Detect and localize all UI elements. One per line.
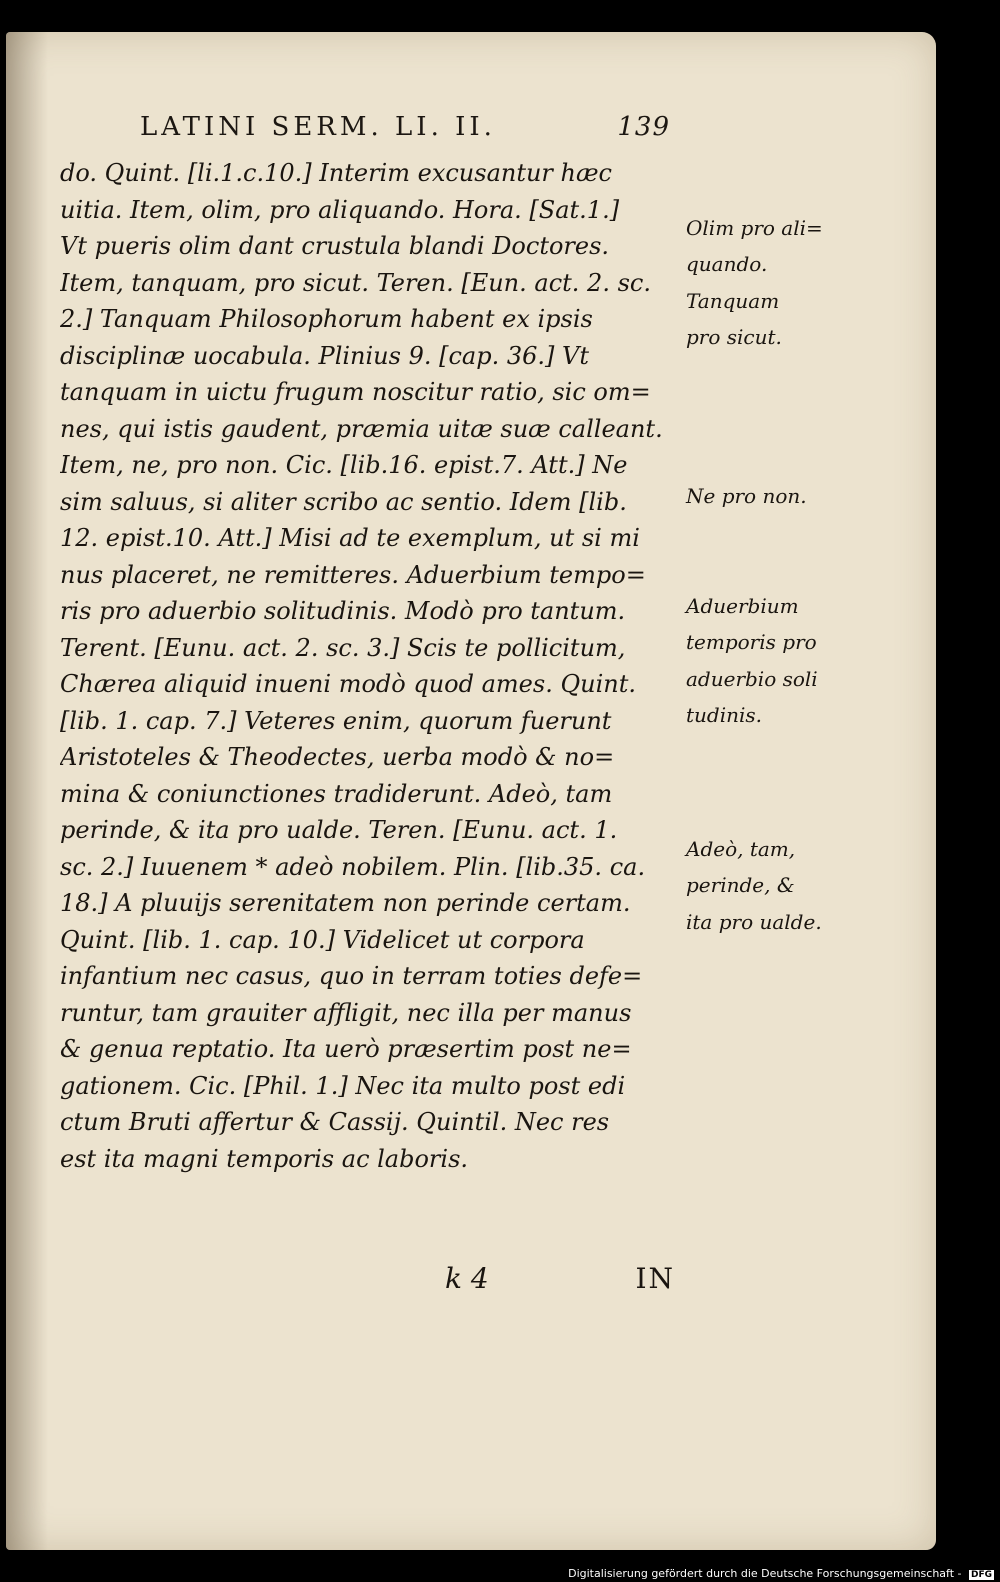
text-line: 12. epist.10. Att.] Misi ad te exemplum, ut si mi <box>60 524 640 552</box>
text-line: Aristoteles & Theodectes, uerba modò & no= <box>60 743 615 771</box>
marginal-note-adeo <box>686 831 856 941</box>
text-line: & genua reptatio. Ita uerò præsertim post ne= <box>60 1035 632 1063</box>
marginal-note-aduerbium <box>686 588 856 734</box>
text-line: gationem. Cic. [Phil. 1.] Nec ita multo post edi <box>60 1071 626 1100</box>
catchword: IN <box>635 1262 675 1295</box>
text-line: do. Quint. [li.1.c.10.] Interim excusantur hæc <box>60 159 612 187</box>
marginal-note-line: perinde, & <box>686 873 795 898</box>
text-line: sc. 2.] Iuuenem * adeò nobilem. Plin. [lib.35. ca. <box>60 852 646 881</box>
marginal-note-line: Aduerbium <box>686 593 799 618</box>
page-footer <box>445 1262 675 1302</box>
marginal-note-line: Adeò, tam, <box>686 836 796 861</box>
marginal-note-line: pro sicut. <box>686 325 782 350</box>
marginal-note-line: Tanquam <box>686 288 780 313</box>
marginal-note-olim <box>686 210 856 283</box>
marginal-note-line: Olim pro ali= <box>686 215 823 240</box>
text-line: Quint. [lib. 1. cap. 10.] Videlicet ut corpora <box>60 925 585 954</box>
text-line: ris pro aduerbio solitudinis. Modò pro tantum. <box>60 597 626 625</box>
text-line: sim saluus, si aliter scribo ac sentio. Idem [lib. <box>60 487 627 516</box>
text-line: Chærea aliquid inueni modò quod ames. Quint. <box>60 670 636 698</box>
page-header <box>140 112 670 148</box>
text-line: 2.] Tanquam Philosophorum habent ex ipsis <box>60 305 593 333</box>
text-line: est ita magni temporis ac laboris. <box>60 1144 469 1173</box>
text-line: tanquam in uictu frugum noscitur ratio, sic om= <box>60 378 651 406</box>
text-line: nes, qui istis gaudent, præmia uitæ suæ calleant. <box>60 414 663 443</box>
running-head: LATINI SERM. LI. II. <box>140 112 496 142</box>
marginal-note-line: temporis pro <box>686 630 817 655</box>
text-line: Terent. [Eunu. act. 2. sc. 3.] Scis te pollicitum, <box>60 633 626 662</box>
text-line: Item, ne, pro non. Cic. [lib.16. epist.7. Att.] Ne <box>60 451 628 479</box>
dfg-logo: DFG <box>970 1570 992 1580</box>
marginal-note-line: ita pro ualde. <box>686 909 822 934</box>
text-line: [lib. 1. cap. 7.] Veteres enim, quorum fuerunt <box>60 706 612 735</box>
main-text-block <box>60 155 678 1177</box>
text-line: perinde, & ita pro ualde. Teren. [Eunu. act. 1. <box>60 816 618 844</box>
marginal-note-line: aduerbio soli <box>686 666 818 691</box>
page-gutter-shadow <box>6 32 48 1550</box>
text-line: nus placeret, ne remitteres. Aduerbium tempo= <box>60 560 646 589</box>
marginal-note-line: Ne pro non. <box>686 483 807 508</box>
text-line: disciplinæ uocabula. Plinius 9. [cap. 36.] Vt <box>60 341 589 370</box>
page-number: 139 <box>617 112 670 142</box>
text-line: uitia. Item, olim, pro aliquando. Hora. [Sat.1.] <box>60 195 620 224</box>
text-line: Item, tanquam, pro sicut. Teren. [Eun. act. 2. sc. <box>60 268 651 297</box>
marginal-note-line: quando. <box>686 252 768 277</box>
text-line: infantium nec casus, quo in terram toties defe= <box>60 962 643 990</box>
text-line: Vt pueris olim dant crustula blandi Doctores. <box>60 232 610 260</box>
signature-mark: k 4 <box>445 1262 489 1295</box>
text-line: runtur, tam grauiter affligit, nec illa per manus <box>60 998 632 1027</box>
credit-text: Digitalisierung gefördert durch die Deutsche Forschungsgemeinschaft - <box>568 1567 962 1580</box>
marginal-note-ne <box>686 478 856 515</box>
text-line: 18.] A pluuijs serenitatem non perinde certam. <box>60 889 631 917</box>
marginal-note-tanquam <box>686 283 856 356</box>
text-line: ctum Bruti affertur & Cassij. Quintil. Nec res <box>60 1108 610 1136</box>
text-line: mina & coniunctiones tradiderunt. Adeò, tam <box>60 779 613 808</box>
marginal-note-line: tudinis. <box>686 703 763 728</box>
digitization-credit <box>568 1567 994 1580</box>
